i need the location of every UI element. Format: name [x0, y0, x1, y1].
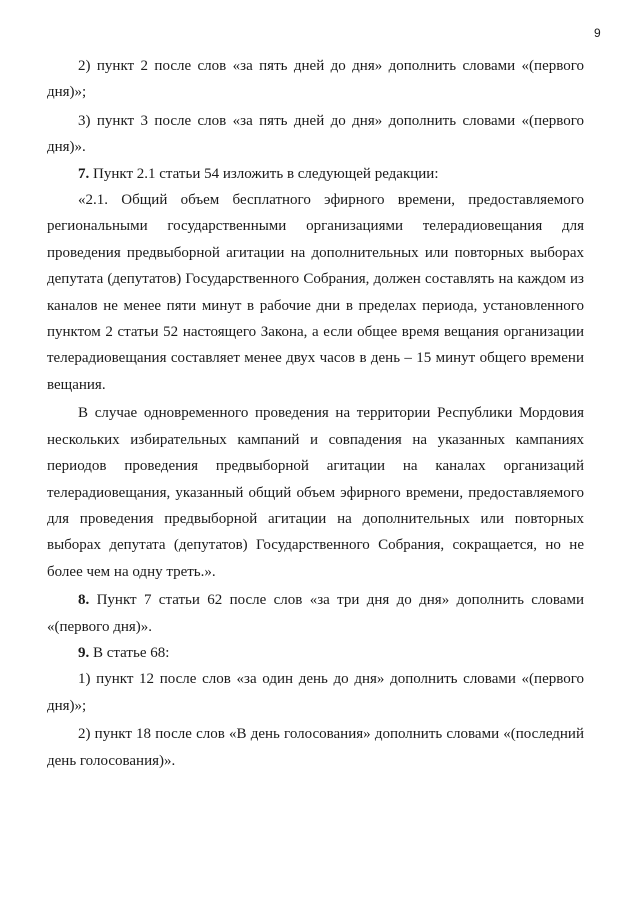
paragraph-item-1	[47, 666, 584, 719]
paragraph-text: 1) пункт 12 после слов «за один день до дня» дополнить словами «(первого дня)»;	[47, 671, 584, 714]
section-number: 8.	[78, 592, 90, 609]
paragraph-text: 3) пункт 3 после слов «за пять дней до дня» дополнить словами «(первого дня)».	[47, 112, 584, 156]
document-body	[47, 53, 584, 774]
paragraph-clause-2-1	[47, 187, 584, 398]
paragraph-item-3	[47, 108, 584, 161]
paragraph-text: 2) пункт 2 после слов «за пять дней до дня» дополнить словами «(первого дня)»;	[47, 58, 584, 101]
paragraph-text: Пункт 7 статьи 62 после слов «за три дня до дня» дополнить словами «(первого дня)».	[47, 592, 584, 635]
section-number: 9.	[78, 644, 90, 661]
paragraph-text: Пункт 2.1 статьи 54 изложить в следующей редакции:	[89, 165, 439, 182]
paragraph-section-7	[47, 161, 584, 187]
page-number: 9	[594, 26, 601, 40]
paragraph-section-9	[47, 640, 584, 666]
paragraph-text: «2.1. Общий объем бесплатного эфирного времени, предоставляемого региональными государственными организациями телерадиовещания для проведения предвыборной агитации на дополнительных или повторных выборах депутата (депутатов) Государственного Собрания, должен составлять на каждом из каналов не менее пяти минут в рабочие дни в пределах периода, установленного пунктом 2 статьи 52 настоящего Закона, а если общее время вещания организации телерадиовещания составляет менее двух часов в день – 15 минут общего времени вещания.	[47, 192, 584, 393]
paragraph-text: 2) пункт 18 после слов «В день голосования» дополнить словами «(последний день голосования)».	[47, 726, 584, 769]
paragraph-text: В случае одновременного проведения на территории Республики Мордовия нескольких избирательных кампаний и совпадения на указанных кампаниях периодов проведения предвыборной агитации на каналах организаций телерадиовещания, указанный общий объем эфирного времени, предоставляемого для проведения предвыборной агитации на дополнительных или повторных выборах депутата (депутатов) Государственного Собрания, сокращается, но не более чем на одну треть.».	[47, 405, 584, 580]
paragraph-item-2	[47, 53, 584, 106]
paragraph-simultaneous-elections	[47, 400, 584, 585]
paragraph-item-2-article-68	[47, 721, 584, 774]
paragraph-section-8	[47, 587, 584, 640]
section-number: 7.	[78, 165, 90, 182]
paragraph-text: В статье 68:	[89, 644, 170, 661]
